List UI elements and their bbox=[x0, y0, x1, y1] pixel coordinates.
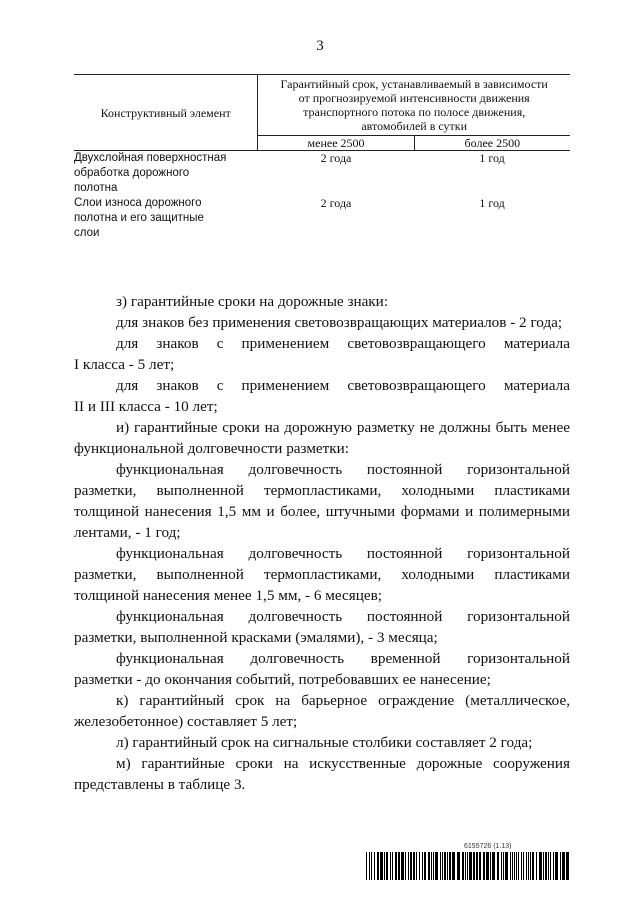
header-less-2500: менее 2500 bbox=[258, 136, 414, 151]
row-name-line: Двухслойная поверхностная bbox=[74, 152, 227, 164]
barcode-bar bbox=[479, 852, 481, 880]
barcode-bar bbox=[431, 852, 432, 880]
barcode-bar bbox=[476, 852, 478, 880]
barcode-bar bbox=[424, 852, 426, 880]
paragraph-line: разметки, выполненной термопластиками, холодными пластиками bbox=[74, 482, 570, 499]
barcode-bar bbox=[543, 852, 544, 880]
barcode-bar bbox=[545, 852, 547, 880]
header-period-line: от прогнозируемой интенсивности движения bbox=[298, 91, 530, 105]
barcode-bar bbox=[526, 852, 527, 880]
barcode-bar bbox=[371, 852, 372, 880]
paragraph-line: для знаков с применением световозвращающего материала bbox=[116, 377, 570, 394]
barcode-bar bbox=[483, 852, 485, 880]
page-number: 3 bbox=[316, 38, 324, 54]
paragraph-line: II и III класса - 10 лет; bbox=[74, 398, 218, 415]
paragraph-line: функциональная долговечность постоянной горизонтальной bbox=[116, 608, 570, 625]
paragraph-line: м) гарантийные сроки на искусственные дорожные сооружения bbox=[116, 755, 570, 772]
table-row bbox=[74, 151, 570, 197]
row-element-name bbox=[74, 151, 258, 197]
paragraph-line: для знаков без применения световозвращающих материалов - 2 года; bbox=[116, 314, 563, 331]
barcode-bar bbox=[419, 852, 420, 880]
paragraph-line: функциональная долговечность постоянной горизонтальной bbox=[116, 545, 570, 562]
barcode-bar bbox=[380, 852, 383, 880]
row-name-line: обработка дорожного bbox=[74, 167, 190, 179]
paragraph-line: функциональной долговечности разметки: bbox=[74, 440, 350, 457]
barcode-bar bbox=[395, 852, 397, 880]
paragraph-line: представлены в таблице 3. bbox=[74, 776, 246, 793]
paragraph-line: I класса - 5 лет; bbox=[74, 356, 175, 373]
barcode-number: 6155726 (1.13) bbox=[464, 843, 512, 850]
barcode-bar bbox=[473, 852, 475, 880]
barcode-bar bbox=[536, 852, 537, 880]
barcode-bar bbox=[384, 852, 385, 880]
barcode-bar bbox=[444, 852, 446, 880]
paragraph-line: к) гарантийный срок на барьерное ограждение (металлическое, bbox=[116, 692, 570, 709]
barcode-bar bbox=[501, 852, 502, 880]
barcode-bar bbox=[562, 852, 565, 880]
barcode-bar bbox=[467, 852, 468, 880]
barcode-bar bbox=[497, 852, 499, 880]
barcode-bar bbox=[366, 852, 367, 880]
table-row bbox=[74, 196, 570, 241]
barcode-bar bbox=[440, 852, 441, 880]
paragraph-line: для знаков с применением световозвращающего материала bbox=[116, 335, 570, 352]
row-name-line: слои bbox=[74, 227, 100, 239]
barcode-bar bbox=[433, 852, 434, 880]
barcode-bar bbox=[428, 852, 430, 880]
barcode-bar bbox=[523, 852, 524, 880]
header-more-2500: более 2500 bbox=[414, 136, 570, 151]
barcode-bar bbox=[416, 852, 417, 880]
barcode-bar bbox=[374, 852, 375, 880]
header-period-line: Гарантийный срок, устанавливаемый в зависимости bbox=[280, 77, 548, 91]
barcode-bar bbox=[408, 852, 409, 880]
header-structural-element: Конструктивный элемент bbox=[74, 75, 258, 151]
barcode-bar bbox=[560, 852, 561, 880]
barcode-bar bbox=[465, 852, 466, 880]
barcode-bar bbox=[413, 852, 415, 880]
barcode-bar bbox=[452, 852, 455, 880]
barcode-bar bbox=[386, 852, 388, 880]
paragraph-line: разметки, выполненной термопластиками, холодными пластиками bbox=[74, 566, 570, 583]
row-value-less: 2 года bbox=[320, 151, 352, 165]
barcode-bar bbox=[392, 852, 393, 880]
barcode-bar bbox=[422, 852, 423, 880]
barcode-bar bbox=[548, 852, 549, 880]
document-body bbox=[74, 291, 570, 795]
paragraph-line: з) гарантийные сроки на дорожные знаки: bbox=[116, 293, 389, 310]
barcode-bar bbox=[553, 852, 554, 880]
barcode-bar bbox=[505, 852, 508, 880]
row-value-less: 2 года bbox=[320, 196, 352, 210]
barcode-bar bbox=[447, 852, 448, 880]
warranty-table bbox=[74, 74, 570, 241]
row-value-more: 1 год bbox=[479, 151, 505, 165]
paragraph-line: функциональная долговечность временной горизонтальной bbox=[116, 650, 570, 667]
row-value-more: 1 год bbox=[479, 196, 505, 210]
barcode-bar bbox=[510, 852, 511, 880]
header-period-line: автомобилей в сутки bbox=[361, 119, 468, 133]
barcode-bar bbox=[532, 852, 534, 880]
barcode-bar bbox=[555, 852, 558, 880]
barcode-bar bbox=[492, 852, 495, 880]
paragraph-line: толщиной нанесения менее 1,5 мм, - 6 месяцев; bbox=[74, 587, 383, 604]
barcode-bar bbox=[457, 852, 460, 880]
barcode-bar bbox=[566, 852, 569, 880]
barcode-bar bbox=[528, 852, 529, 880]
barcode-bar bbox=[401, 852, 404, 880]
paragraph-line: разметки, выполненной красками (эмалями), - 3 месяца; bbox=[74, 629, 438, 646]
row-element-name bbox=[74, 196, 258, 241]
barcode-image bbox=[366, 852, 570, 880]
barcode-bar bbox=[405, 852, 406, 880]
barcode-bar bbox=[530, 852, 531, 880]
barcode-bar bbox=[550, 852, 551, 880]
barcode-bar bbox=[390, 852, 391, 880]
barcode-bar bbox=[377, 852, 379, 880]
barcode-bar bbox=[486, 852, 489, 880]
barcode-bar bbox=[410, 852, 412, 880]
row-name-line: полотна и его защитные bbox=[74, 212, 204, 224]
row-name-line: Слои износа дорожного bbox=[74, 197, 202, 209]
barcode-bar bbox=[469, 852, 472, 880]
row-name-line: полотна bbox=[74, 182, 118, 194]
barcode-bar bbox=[514, 852, 515, 880]
barcode-bar bbox=[442, 852, 443, 880]
barcode-bar bbox=[539, 852, 542, 880]
barcode-bar bbox=[503, 852, 504, 880]
paragraph-line: и) гарантийные сроки на дорожную разметку не должны быть менее bbox=[116, 419, 570, 436]
barcode-bar bbox=[490, 852, 491, 880]
barcode-bar bbox=[512, 852, 513, 880]
paragraph-line: лентами, - 1 год; bbox=[74, 524, 181, 541]
barcode-bar bbox=[516, 852, 517, 880]
paragraph-line: л) гарантийный срок на сигнальные столбики составляет 2 года; bbox=[116, 734, 533, 751]
header-period-line: транспортного потока по полосе движения, bbox=[303, 105, 526, 119]
paragraph-line: функциональная долговечность постоянной горизонтальной bbox=[116, 461, 570, 478]
barcode-bar bbox=[521, 852, 522, 880]
paragraph-line: железобетонное) составляет 5 лет; bbox=[74, 713, 298, 730]
paragraph-line: толщиной нанесения 1,5 мм и более, штучными формами и полимерными bbox=[74, 503, 570, 520]
barcode-bar bbox=[449, 852, 451, 880]
barcode-bar bbox=[462, 852, 464, 880]
barcode-bar bbox=[369, 852, 370, 880]
barcode-bar bbox=[435, 852, 438, 880]
barcode-bar bbox=[398, 852, 400, 880]
barcode-bar bbox=[518, 852, 519, 880]
paragraph-line: разметки - до окончания событий, потребовавших ее нанесение; bbox=[74, 671, 491, 688]
header-warranty-period bbox=[258, 75, 570, 136]
